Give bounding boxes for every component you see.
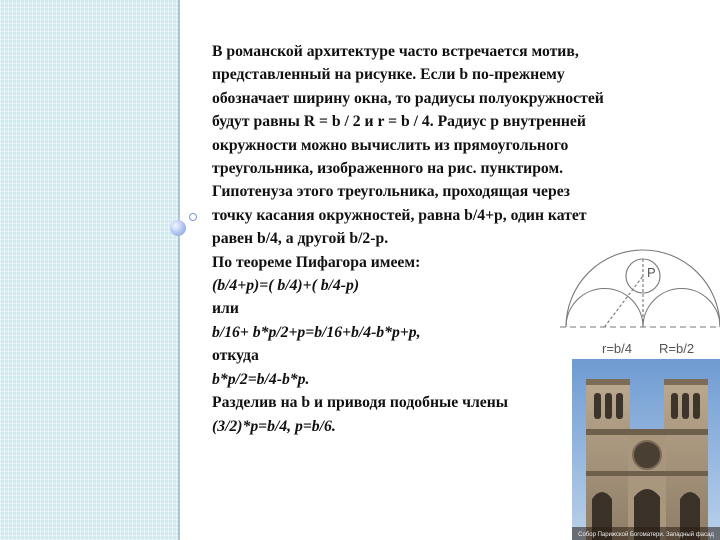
text-line: В романской архитектуре часто встречается мотив, bbox=[212, 43, 579, 60]
sidebar-background bbox=[0, 0, 180, 540]
text-line: представленный на рисунке. Если b по-прежнему bbox=[212, 66, 565, 84]
text-line: треугольника, изображенного на рис. пунктиром. bbox=[212, 160, 564, 178]
arch-diagram bbox=[560, 245, 720, 357]
formula-line: b/16+ b*p/2+p=b/16+b/4-b*p+p, bbox=[212, 323, 421, 341]
bullet-dot-large bbox=[170, 220, 186, 236]
bullet-dot-small bbox=[189, 213, 197, 221]
formula-line: (3/2)*p=b/4, p=b/6. bbox=[212, 417, 336, 435]
label-R: R=b/2 bbox=[659, 341, 695, 356]
hypotenuse-dashed bbox=[605, 276, 644, 327]
photo-caption: Собор Парижской Богоматери. Западный фасад bbox=[578, 532, 714, 538]
text-line: равен b/4, а другой b/2-p. bbox=[212, 230, 389, 248]
text-line: обозначает ширину окна, то радиусы полуокружностей bbox=[212, 89, 604, 107]
text-line: будут равны R = b / 2 и r = b / 4. Радиус p внутренней bbox=[212, 113, 586, 131]
formula-line: b*p/2=b/4-b*p. bbox=[212, 370, 310, 388]
right-semicircle bbox=[643, 289, 720, 328]
formula-line: (b/4+p)=( b/4)+( b/4-p) bbox=[212, 277, 360, 295]
text-line: окружности можно вычислить из прямоугольного bbox=[212, 136, 569, 154]
text-line: точку касания окружностей, равна b/4+p, один катет bbox=[212, 206, 587, 224]
notre-dame-photo bbox=[572, 359, 720, 540]
text-line: Гипотенуза этого треугольника, проходящая через bbox=[212, 183, 570, 201]
text-line: По теореме Пифагора имеем: bbox=[212, 253, 421, 271]
label-r: r=b/4 bbox=[602, 341, 632, 356]
text-line: откуда bbox=[212, 347, 259, 365]
left-semicircle bbox=[566, 289, 643, 328]
text-line: Разделив на b и приводя подобные члены bbox=[212, 394, 509, 412]
text-line: или bbox=[212, 300, 239, 318]
label-p: P bbox=[647, 265, 656, 280]
